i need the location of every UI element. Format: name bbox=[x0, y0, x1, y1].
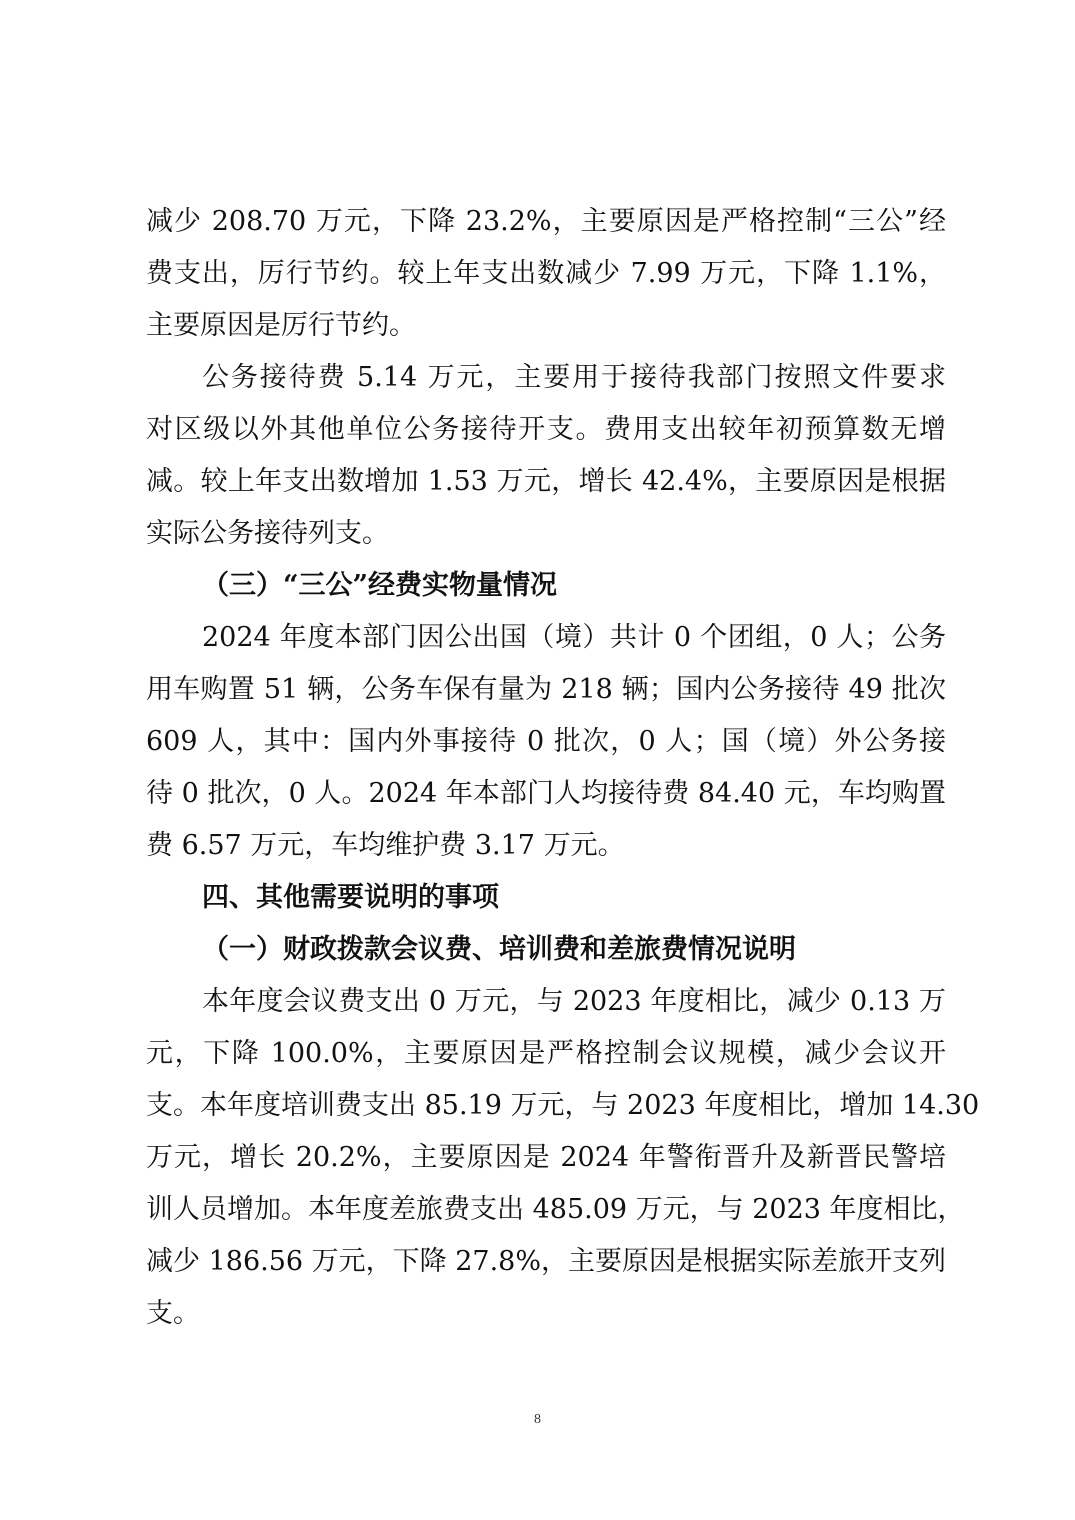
text-line: 609 人，其中：国内外事接待 0 批次，0 人；国（境）外公务接 bbox=[146, 726, 946, 757]
text-line: 2024 年度本部门因公出国（境）共计 0 个团组，0 人；公务 bbox=[202, 622, 946, 653]
text-line: 减少 186.56 万元，下降 27.8%，主要原因是根据实际差旅开支列 bbox=[146, 1246, 946, 1277]
section-heading: 四、其他需要说明的事项 bbox=[202, 882, 499, 913]
text-line: 对区级以外其他单位公务接待开支。费用支出较年初预算数无增 bbox=[146, 414, 946, 445]
text-line: 实际公务接待列支。 bbox=[146, 518, 389, 549]
text-line: 万元，增长 20.2%，主要原因是 2024 年警衔晋升及新晋民警培 bbox=[146, 1142, 946, 1173]
paragraph bbox=[146, 196, 946, 352]
text-line: 减少 208.70 万元，下降 23.2%，主要原因是严格控制“三公”经 bbox=[146, 206, 946, 237]
text-line: 费 6.57 万元，车均维护费 3.17 万元。 bbox=[146, 830, 625, 861]
text-line: 用车购置 51 辆，公务车保有量为 218 辆；国内公务接待 49 批次 bbox=[146, 674, 946, 705]
text-line: 支。 bbox=[146, 1298, 200, 1329]
text-line: 主要原因是厉行节约。 bbox=[146, 310, 416, 341]
text-line: 支。本年度培训费支出 85.19 万元，与 2023 年度相比，增加 14.30 bbox=[146, 1090, 980, 1121]
paragraph bbox=[146, 352, 946, 560]
text-line: 公务接待费 5.14 万元，主要用于接待我部门按照文件要求 bbox=[202, 362, 946, 393]
text-line: 减。较上年支出数增加 1.53 万元，增长 42.4%，主要原因是根据 bbox=[146, 466, 946, 497]
text-line: 费支出，厉行节约。较上年支出数减少 7.99 万元，下降 1.1%， bbox=[146, 258, 946, 289]
document-body bbox=[146, 196, 980, 1340]
paragraph bbox=[146, 976, 980, 1340]
paragraph bbox=[146, 612, 946, 872]
text-line: 待 0 批次，0 人。2024 年本部门人均接待费 84.40 元，车均购置 bbox=[146, 778, 946, 809]
subsection-heading: （一）财政拨款会议费、培训费和差旅费情况说明 bbox=[202, 934, 796, 965]
text-line: 元，下降 100.0%，主要原因是严格控制会议规模，减少会议开 bbox=[146, 1038, 946, 1069]
text-line: 训人员增加。本年度差旅费支出 485.09 万元，与 2023 年度相比， bbox=[146, 1194, 965, 1225]
subsection-heading: （三）“三公”经费实物量情况 bbox=[202, 570, 558, 601]
page-number: 8 bbox=[534, 1412, 541, 1427]
text-line: 本年度会议费支出 0 万元，与 2023 年度相比，减少 0.13 万 bbox=[202, 986, 946, 1017]
